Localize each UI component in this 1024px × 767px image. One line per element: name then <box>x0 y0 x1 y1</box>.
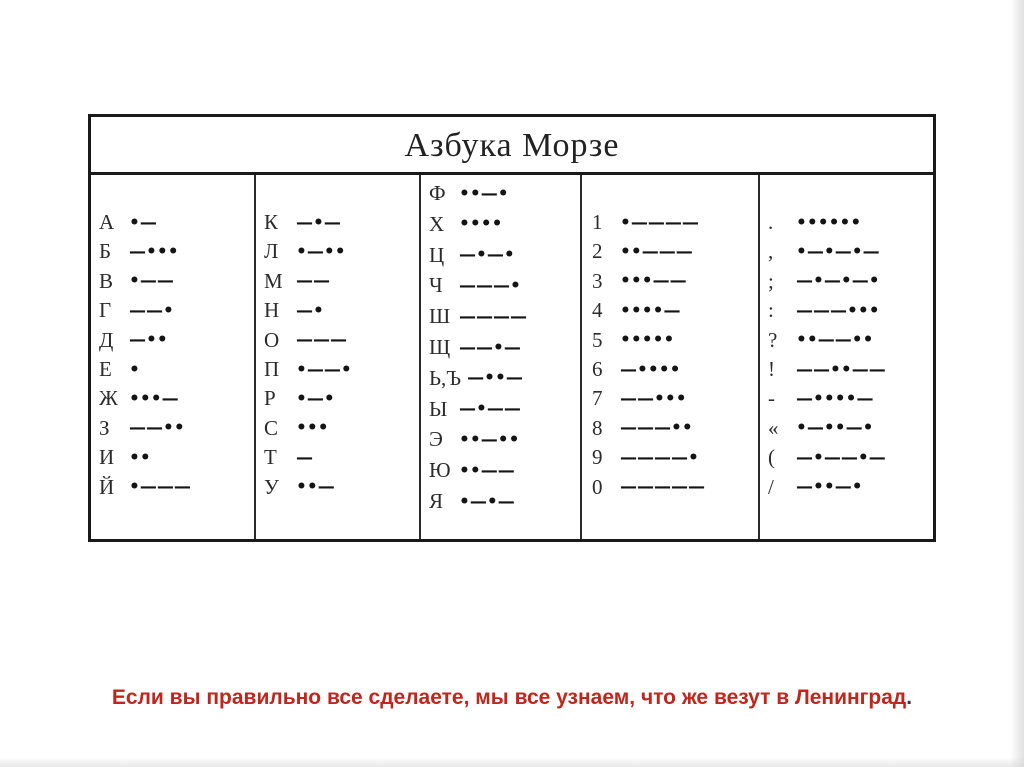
morse-entry <box>760 237 880 266</box>
morse-entry <box>91 414 185 443</box>
morse-entry <box>582 237 693 266</box>
morse-entry <box>256 384 335 413</box>
morse-code: — <box>296 447 313 468</box>
slide-bottom-shadow <box>0 757 1024 767</box>
morse-character: ! <box>768 357 775 381</box>
morse-character: Н <box>264 298 280 323</box>
morse-code: ••——•• <box>796 330 874 351</box>
morse-code: ••—— <box>459 460 515 481</box>
morse-entry <box>421 333 521 362</box>
morse-entry <box>582 267 687 296</box>
morse-column-5 <box>758 175 933 539</box>
morse-code: •• <box>129 447 151 468</box>
table-body <box>91 175 933 539</box>
morse-entry <box>582 473 705 502</box>
morse-code: —•••• <box>620 359 681 380</box>
morse-character: « <box>768 415 779 440</box>
morse-entry <box>91 384 179 413</box>
morse-character: Ц <box>429 242 445 267</box>
morse-code: ••—•• <box>459 429 520 450</box>
table-header <box>91 117 933 175</box>
morse-column-2 <box>254 175 419 539</box>
morse-character: К <box>264 210 279 234</box>
morse-character: Д <box>99 327 114 352</box>
morse-entry <box>256 296 324 325</box>
morse-entry <box>256 414 329 443</box>
morse-code: •••— <box>129 388 179 409</box>
morse-entry <box>582 296 680 325</box>
morse-entry <box>91 355 140 384</box>
morse-entry <box>760 296 880 325</box>
morse-character: Ы <box>429 396 448 421</box>
morse-code: ——••—— <box>796 359 886 380</box>
morse-code: —• <box>296 300 324 321</box>
morse-code: ——••• <box>620 388 687 409</box>
morse-entry <box>421 456 515 485</box>
morse-character: : <box>768 298 774 323</box>
morse-code: ••——— <box>620 241 693 262</box>
morse-character: Й <box>99 474 115 499</box>
morse-entry <box>256 326 347 355</box>
morse-entry <box>760 384 873 413</box>
morse-entry <box>91 473 191 502</box>
morse-character: З <box>99 415 110 440</box>
morse-entry <box>760 414 873 443</box>
morse-entry <box>582 355 680 384</box>
morse-character: 8 <box>592 415 603 440</box>
morse-code: ————— <box>620 477 705 498</box>
morse-entry <box>582 326 674 355</box>
morse-character: 4 <box>592 298 603 323</box>
morse-code: —•—— <box>459 399 521 420</box>
morse-character: Щ <box>429 335 451 359</box>
morse-character: Ю <box>429 458 451 483</box>
morse-entry <box>91 267 174 296</box>
morse-code: ————• <box>620 447 699 468</box>
morse-character: / <box>768 474 774 499</box>
morse-code: —•—• <box>459 245 515 266</box>
morse-entry <box>421 395 521 424</box>
morse-entry <box>760 473 863 502</box>
morse-character: 3 <box>592 268 603 293</box>
morse-character: 7 <box>592 386 603 411</box>
morse-character: Б <box>99 239 112 264</box>
morse-code: •——• <box>296 359 352 380</box>
morse-character: 0 <box>592 474 603 499</box>
morse-code: •—•—•— <box>796 241 880 262</box>
morse-character: Э <box>429 427 443 452</box>
morse-entry <box>421 302 527 331</box>
morse-character: Ч <box>429 273 443 298</box>
morse-code: —••• <box>129 241 179 262</box>
morse-entry <box>421 210 502 239</box>
morse-character: У <box>264 474 279 499</box>
morse-character: ? <box>768 327 778 352</box>
morse-code: •—— <box>129 271 174 292</box>
morse-code: •••—— <box>620 271 687 292</box>
slide-caption <box>0 686 1024 710</box>
morse-character: Л <box>264 239 279 264</box>
morse-entry <box>421 241 515 270</box>
morse-character: Ь,Ъ <box>429 365 462 390</box>
morse-character: 9 <box>592 445 603 470</box>
morse-character: С <box>264 415 279 440</box>
morse-entry <box>582 208 699 237</box>
morse-entry <box>421 487 515 516</box>
morse-code: •—••—• <box>796 418 874 439</box>
morse-character: ( <box>768 445 775 470</box>
morse-alphabet-table <box>88 114 936 542</box>
morse-entry <box>760 326 873 355</box>
morse-entry <box>91 208 157 237</box>
morse-entry <box>760 208 861 237</box>
morse-character: И <box>99 445 115 470</box>
morse-code: •—• <box>296 388 335 409</box>
morse-entry <box>421 271 521 300</box>
morse-code: ••••— <box>620 300 681 321</box>
morse-code: —— <box>296 271 330 292</box>
morse-code: ———••• <box>796 300 880 321</box>
morse-entry <box>421 425 519 454</box>
morse-code: ——•• <box>129 418 185 439</box>
morse-entry <box>582 414 693 443</box>
morse-code: •— <box>129 212 157 233</box>
morse-character: Я <box>429 489 444 513</box>
morse-entry <box>582 443 699 472</box>
morse-code: •———— <box>620 212 699 233</box>
morse-character: - <box>768 386 775 411</box>
morse-entry <box>91 443 151 472</box>
morse-entry <box>91 326 168 355</box>
morse-code: —•• <box>129 330 168 351</box>
morse-character: Т <box>264 445 277 470</box>
morse-entry <box>256 237 346 266</box>
morse-entry <box>256 208 341 237</box>
morse-character: 5 <box>592 327 603 352</box>
morse-code: ———— <box>459 306 527 327</box>
morse-code: —•— <box>296 212 341 233</box>
morse-code: •••••• <box>796 212 862 233</box>
morse-code: —••— <box>467 368 523 389</box>
morse-entry <box>582 384 687 413</box>
morse-code: —••••— <box>796 388 874 409</box>
morse-code: ———• <box>459 275 521 296</box>
morse-character: В <box>99 268 114 293</box>
morse-character: 6 <box>592 357 603 381</box>
morse-code: ———•• <box>620 418 693 439</box>
morse-code: • <box>129 359 140 380</box>
morse-character: Ш <box>429 304 451 329</box>
morse-entry <box>421 179 509 208</box>
morse-column-1 <box>91 175 254 539</box>
morse-character: Е <box>99 357 112 381</box>
morse-column-4 <box>580 175 758 539</box>
morse-entry <box>256 443 313 472</box>
morse-character: А <box>99 210 115 234</box>
slide-edge-shadow <box>1010 0 1024 767</box>
morse-character: . <box>768 210 774 234</box>
morse-entry <box>256 355 352 384</box>
morse-character: 1 <box>592 210 603 234</box>
morse-code: ••— <box>296 477 335 498</box>
morse-entry <box>91 296 174 325</box>
morse-entry <box>91 237 179 266</box>
morse-code: —••—• <box>796 477 863 498</box>
table-title: Азбука Морзе <box>404 127 620 164</box>
morse-character: П <box>264 357 280 381</box>
morse-code: ••••• <box>620 330 675 351</box>
morse-column-3 <box>419 175 580 539</box>
morse-code: ••—• <box>459 183 509 204</box>
morse-code: •—•— <box>459 491 515 512</box>
morse-character: 2 <box>592 239 603 264</box>
morse-entry <box>760 443 886 472</box>
morse-code: •—•• <box>296 241 346 262</box>
morse-code: ••• <box>296 418 329 439</box>
morse-entry <box>421 364 523 393</box>
morse-character: Х <box>429 211 445 236</box>
morse-entry <box>760 267 880 296</box>
morse-code: —•——•— <box>796 447 886 468</box>
morse-character: Г <box>99 298 112 323</box>
morse-character: ; <box>768 268 774 293</box>
morse-entry <box>256 473 335 502</box>
morse-code: ——•— <box>459 337 521 358</box>
morse-code: •••• <box>459 214 503 235</box>
morse-character: Ж <box>99 386 118 411</box>
morse-code: •——— <box>129 477 191 498</box>
morse-character: Ф <box>429 181 446 205</box>
morse-code: ——• <box>129 300 174 321</box>
morse-code: ——— <box>296 330 347 351</box>
morse-entry <box>256 267 330 296</box>
morse-code: —•—•—• <box>796 271 880 292</box>
morse-character: М <box>264 268 283 293</box>
morse-character: О <box>264 327 280 352</box>
morse-character: Р <box>264 386 276 411</box>
caption-period: . <box>906 686 913 709</box>
morse-character: , <box>768 239 774 264</box>
caption-text: Если вы правильно все сделаете, мы все узнаем, что же везут в Ленинград <box>111 686 907 709</box>
morse-entry <box>760 355 886 384</box>
